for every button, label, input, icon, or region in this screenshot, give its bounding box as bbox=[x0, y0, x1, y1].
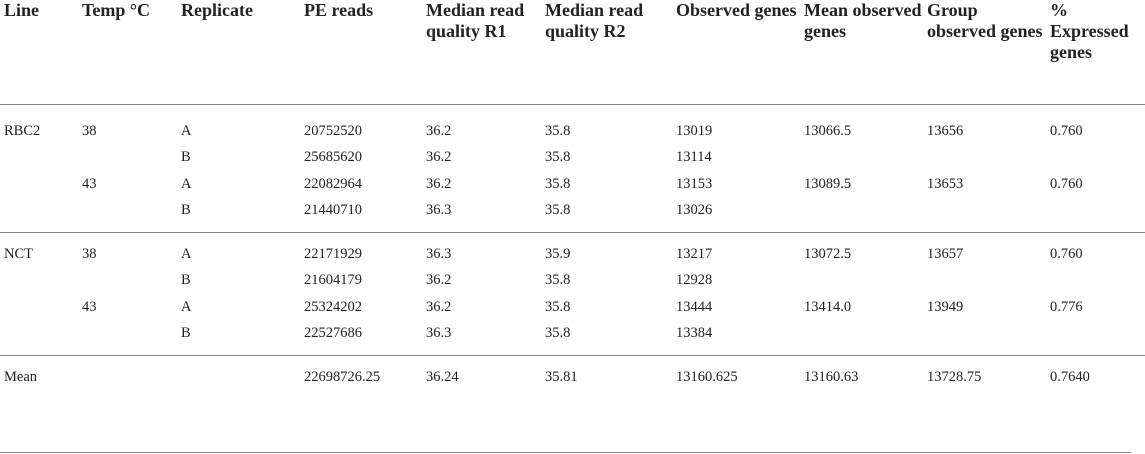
cell-temp bbox=[78, 268, 177, 295]
header-temp: Temp °C bbox=[82, 0, 151, 20]
cell-replicate: A bbox=[181, 122, 192, 139]
cell-pct-expressed: 0.760 bbox=[1050, 245, 1083, 262]
cell-mean-label: Mean bbox=[4, 368, 38, 385]
cell-observed: 13153 bbox=[676, 175, 713, 192]
cell-temp bbox=[78, 198, 177, 225]
cell-replicate: B bbox=[181, 149, 191, 166]
cell-r2: 35.9 bbox=[545, 245, 571, 262]
cell-pct-expressed: 0.760 bbox=[1050, 122, 1083, 139]
cell-group-observed: 13657 bbox=[927, 245, 964, 262]
cell-pe-reads: 22698726.25 bbox=[304, 368, 381, 385]
table-row bbox=[0, 118, 1145, 145]
cell-mean-observed bbox=[800, 145, 923, 172]
cell-pct-expressed: 0.7640 bbox=[1050, 368, 1090, 385]
cell-pct-expressed bbox=[1046, 145, 1145, 172]
cell-r1: 36.3 bbox=[426, 325, 452, 342]
cell-pct-expressed: 0.760 bbox=[1050, 175, 1083, 192]
cell-observed: 13114 bbox=[676, 149, 712, 166]
cell-r2: 35.8 bbox=[545, 272, 571, 289]
header-line: Line bbox=[4, 0, 40, 20]
cell-r1: 36.2 bbox=[426, 149, 452, 166]
cell-pe-reads: 25685620 bbox=[304, 149, 362, 166]
cell-group-observed bbox=[923, 145, 1046, 172]
header-median-r2: Median read quality R2 bbox=[545, 0, 644, 41]
cell-group-observed: 13656 bbox=[927, 122, 964, 139]
cell-group-observed bbox=[923, 268, 1046, 295]
cell-r1: 36.3 bbox=[426, 245, 452, 262]
bottom-rule bbox=[0, 452, 1131, 453]
cell-r1: 36.3 bbox=[426, 202, 452, 219]
cell-pe-reads: 22171929 bbox=[304, 245, 362, 262]
header-group-observed: Group observed genes bbox=[927, 0, 1043, 41]
cell-line: NCT bbox=[4, 245, 33, 262]
table-row bbox=[0, 145, 1145, 172]
cell-r1: 36.2 bbox=[426, 298, 452, 315]
cell-line bbox=[0, 198, 78, 225]
cell-mean-observed: 13089.5 bbox=[804, 175, 852, 192]
cell-r1: 36.2 bbox=[426, 272, 452, 289]
cell-line bbox=[0, 268, 78, 295]
cell-pct-expressed: 0.776 bbox=[1050, 298, 1083, 315]
header-median-r1: Median read quality R1 bbox=[426, 0, 525, 41]
mean-row bbox=[0, 356, 1145, 398]
cell-group-observed bbox=[923, 198, 1046, 225]
table-row bbox=[0, 268, 1145, 295]
cell-temp: 43 bbox=[82, 298, 97, 315]
cell-temp: 38 bbox=[82, 245, 97, 262]
cell-pe-reads: 25324202 bbox=[304, 298, 362, 315]
cell-pct-expressed bbox=[1046, 268, 1145, 295]
cell-observed: 13217 bbox=[676, 245, 713, 262]
cell-observed: 13019 bbox=[676, 122, 713, 139]
cell-temp: 38 bbox=[82, 122, 97, 139]
cell-mean-observed bbox=[800, 198, 923, 225]
cell-replicate: A bbox=[181, 175, 192, 192]
table-row bbox=[0, 241, 1145, 268]
cell-mean-observed: 13160.63 bbox=[804, 368, 859, 385]
cell-mean-observed: 13414.0 bbox=[804, 298, 852, 315]
cell-r2: 35.8 bbox=[545, 149, 571, 166]
header-pe-reads: PE reads bbox=[304, 0, 374, 20]
table-row bbox=[0, 198, 1145, 225]
cell-observed: 13160.625 bbox=[676, 368, 738, 385]
cell-observed: 13384 bbox=[676, 325, 713, 342]
header-replicate: Replicate bbox=[181, 0, 253, 20]
cell-mean-observed: 13066.5 bbox=[804, 122, 852, 139]
cell-pct-expressed bbox=[1046, 198, 1145, 225]
cell-temp bbox=[78, 145, 177, 172]
cell-temp bbox=[78, 321, 177, 348]
cell-group-observed: 13728.75 bbox=[927, 368, 982, 385]
cell-line bbox=[0, 171, 78, 198]
header-pct-expressed: % Expressed genes bbox=[1050, 0, 1129, 62]
table-row bbox=[0, 171, 1145, 198]
cell-pe-reads: 21604179 bbox=[304, 272, 362, 289]
cell-replicate: A bbox=[181, 298, 192, 315]
cell-pe-reads: 20752520 bbox=[304, 122, 362, 139]
table-row bbox=[0, 321, 1145, 348]
cell-mean-observed bbox=[800, 321, 923, 348]
cell-r2: 35.81 bbox=[545, 368, 578, 385]
cell-group-observed: 13653 bbox=[927, 175, 964, 192]
header-mean-observed: Mean observed genes bbox=[804, 0, 922, 41]
cell-r2: 35.8 bbox=[545, 122, 571, 139]
cell-r1: 36.2 bbox=[426, 122, 452, 139]
cell-r1: 36.2 bbox=[426, 175, 452, 192]
cell-replicate: A bbox=[181, 245, 192, 262]
cell-line bbox=[0, 321, 78, 348]
cell-temp: 43 bbox=[82, 175, 97, 192]
cell-replicate: B bbox=[181, 272, 191, 289]
cell-observed: 13026 bbox=[676, 202, 713, 219]
cell-replicate: B bbox=[181, 202, 191, 219]
cell-observed: 13444 bbox=[676, 298, 713, 315]
cell-r2: 35.8 bbox=[545, 298, 571, 315]
cell-observed: 12928 bbox=[676, 272, 713, 289]
cell-r2: 35.8 bbox=[545, 175, 571, 192]
header-row bbox=[0, 0, 1145, 105]
header-observed-genes: Observed genes bbox=[676, 0, 797, 20]
cell-temp bbox=[78, 356, 177, 398]
table-row bbox=[0, 294, 1145, 321]
cell-line bbox=[0, 294, 78, 321]
cell-mean-observed: 13072.5 bbox=[804, 245, 852, 262]
cell-pct-expressed bbox=[1046, 321, 1145, 348]
cell-replicate: B bbox=[181, 325, 191, 342]
cell-r1: 36.24 bbox=[426, 368, 459, 385]
cell-mean-observed bbox=[800, 268, 923, 295]
cell-line: RBC2 bbox=[4, 122, 41, 139]
cell-r2: 35.8 bbox=[545, 202, 571, 219]
cell-replicate bbox=[177, 356, 300, 398]
cell-group-observed bbox=[923, 321, 1046, 348]
cell-group-observed: 13949 bbox=[927, 298, 964, 315]
cell-pe-reads: 22527686 bbox=[304, 325, 362, 342]
cell-line bbox=[0, 145, 78, 172]
cell-pe-reads: 21440710 bbox=[304, 202, 362, 219]
cell-pe-reads: 22082964 bbox=[304, 175, 362, 192]
cell-r2: 35.8 bbox=[545, 325, 571, 342]
